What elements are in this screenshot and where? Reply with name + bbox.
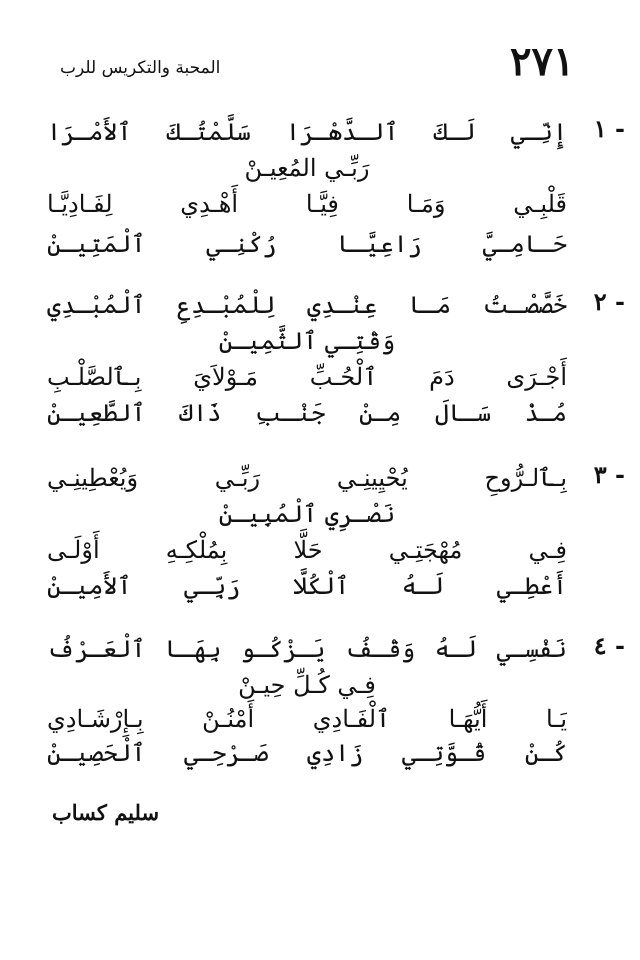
author-name: سليم كساب	[52, 800, 160, 825]
verse-line: يَـا أَيُّهَـا ٱلْفَـادِي أَمْنُـنْ بِـإِرْشَـادِي	[47, 705, 567, 733]
verse-4	[20, 627, 625, 787]
verse-number: ٣ -	[593, 460, 625, 489]
verse-line: أَجْـرَى دَمَ ٱلْحُـبِّ مَـوْلاَيَ بِـٱلصَّلْـبِ	[47, 363, 567, 391]
verse-line: إِنِّـي لَـكَ ٱلـدَّهْـرَا سَلَّمْتُـكَ ٱلأَمْـرَا	[47, 118, 567, 146]
verse-1	[20, 110, 625, 270]
verse-3	[20, 456, 625, 616]
verse-line: أَعْطِـي لَـهُ ٱلْكُلَّا رَبِّـي ٱلأَمِيـنْ	[47, 572, 567, 600]
verse-refrain: وَقْتِـي ٱلثَّمِيـنْ	[218, 327, 396, 355]
verse-line: حَـامِـيَّ رَاعِيَّـا رُكْنِـي ٱلْمَتِيـنْ	[47, 230, 567, 258]
verse-2	[20, 283, 625, 443]
verse-number: ٢ -	[593, 287, 625, 316]
verse-number: ١ -	[593, 114, 625, 143]
verse-line: بِـٱلـرُّوحِ يُحْيِينِـي رَبِّـي وَيُعْطِينِـي	[47, 464, 567, 492]
verse-line: فِـي مُهْجَتِـي حَلَّا بِمُلْكِـهِ أَوْلَـى	[47, 536, 567, 564]
verse-refrain: فِـي كُـلِّ حِيـنْ	[238, 671, 376, 699]
verse-line: نَفْسِـي لَـهُ وَقْـفُ يَـزْكُـو بِهَـا ٱلْعَـرْفُ	[47, 635, 567, 663]
verse-refrain: رَبِّـي المُعِيـنْ	[244, 154, 370, 182]
verse-number: ٤ -	[593, 631, 625, 660]
verse-line: كُـنْ قُـوَّتِـي زَادِي صَـرْحِـي ٱلْحَصِيـنْ	[47, 739, 567, 767]
page-number: ٢٧١	[510, 38, 575, 85]
verse-refrain: نَصْـرِي ٱلْمُبِيـنْ	[218, 500, 396, 528]
running-title: المحبة والتكريس للرب	[60, 58, 221, 78]
verse-line: مُـذْ سَـالَ مِـنْ جَنْـبِ ذَاكَ ٱلطَّعِيـنْ	[47, 399, 567, 427]
verse-line: قَلْبِـي وَمَـا فِيَّـا أَهْـدِي لِفَـادِيَّـا	[47, 190, 567, 218]
verse-line: خَصَّصْـتُ مَـا عِنْـدِي لِلْمُبْـدِعِ ٱلْمُبْـدِي	[47, 291, 567, 319]
